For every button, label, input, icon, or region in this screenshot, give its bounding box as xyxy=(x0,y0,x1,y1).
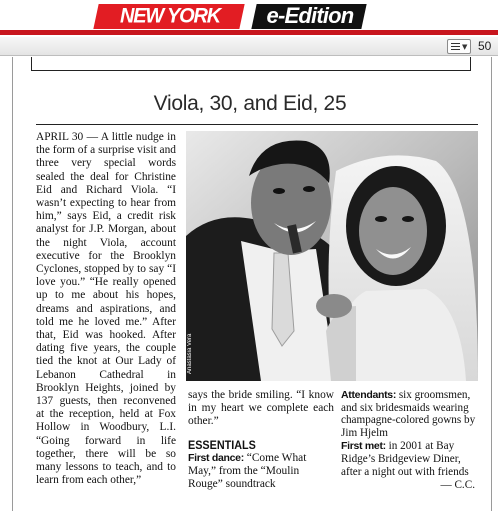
photo-credit: Anastasia Vera xyxy=(187,333,193,375)
attendants-text: six groomsmen, and six bridesmaids wearing champagne-colored gowns by Jim Hjelm xyxy=(341,389,476,439)
previous-article-box xyxy=(31,57,471,71)
chevron-down-icon: ▼ xyxy=(462,43,468,51)
list-view-icon[interactable] xyxy=(447,39,471,54)
article-body-column-1: APRIL 30 — A little nudge in the form of a surprise visit and three very special words sealed the deal for Christine Eid and Richard Viola. “I wasn’t expecting to hear from him,” says Eid, a credit risk analyst for J.P. Morgan, about the night Viola, account executive for the Brooklyn Cyclones, stopped by to say “I love you.” “He really opened up to me about his hopes, dreams and aspirations, and told me he loved me.” After that, Eid was hooked. After dating five years, the couple tied the knot at Our Lady of Lebanon Cathedral in Brooklyn Heights, joined by 137 guests, then reconvened at the reception, held at Fox Hollow in Woodbury, L.I. “Going forward in life together, there will be so many lessons to teach, and to learn from each other,” xyxy=(36,131,176,487)
list-lines-icon xyxy=(451,43,460,50)
attendants-entry xyxy=(341,389,479,439)
wedding-photo xyxy=(186,131,478,381)
first-met-label: First met: xyxy=(341,440,386,453)
first-dance-text: “Come What May,” from the “Moulin Rouge” soundtrack xyxy=(188,452,307,491)
edition-badge: e-Edition xyxy=(266,3,354,28)
viewer-toolbar xyxy=(0,37,498,56)
first-met-text: in 2001 at Bay Ridge’s Bridgeview Diner, after a night out with friends xyxy=(341,440,469,478)
masthead-logo[interactable]: NEW YORK xyxy=(119,4,221,28)
article-headline: Viola, 30, and Eid, 25 xyxy=(153,92,347,115)
first-met-entry xyxy=(341,440,479,478)
attendants-label: Attendants: xyxy=(341,389,397,401)
essentials-heading: ESSENTIALS xyxy=(188,438,256,452)
article-body-column-2: says the bride smiling. “I know in my heart we complete each other.” xyxy=(188,389,334,428)
article-sidebar-column xyxy=(341,389,479,492)
header-rule xyxy=(0,30,498,35)
masthead-header xyxy=(0,0,498,37)
headline-rule xyxy=(36,124,478,125)
first-dance-entry xyxy=(188,452,334,492)
wedding-photo-image xyxy=(186,131,478,381)
author-signoff: — C.C. xyxy=(440,479,475,492)
first-dance-label: First dance: xyxy=(188,452,244,464)
page-number[interactable]: 50 xyxy=(478,39,492,53)
